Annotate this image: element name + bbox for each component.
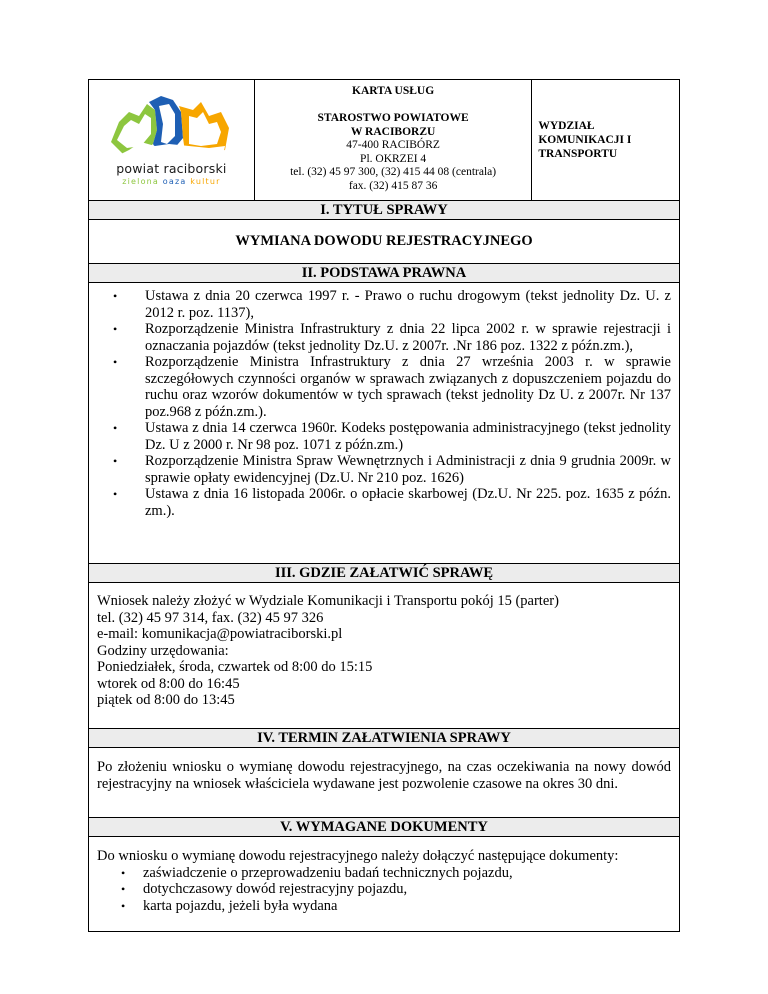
where-line: Godziny urzędowania: (97, 642, 229, 659)
office-street: Pl. OKRZEI 4 (360, 152, 427, 165)
list-item: • Ustawa z dnia 14 czerwca 1960r. Kodeks postępowania administracyjnego (tekst jednolity Dz. U z 2000 r. Nr 98 poz. 1071 z późn.zm.) (113, 420, 671, 453)
section-heading-legal-basis: II. PODSTAWA PRAWNA (88, 264, 680, 283)
list-item: • Rozporządzenie Ministra Infrastruktury z dnia 22 lipca 2002 r. w sprawie rejestracji i oznaczania pojazdów (tekst jednolity Dz.U. z 2007r. .Nr 186 poz. 1322 z późn.zm.), (113, 321, 671, 354)
list-item: • zaświadczenie o przeprowadzeniu badań technicznych pojazdu, (121, 865, 671, 882)
office-tel: tel. (32) 45 97 300, (32) 415 44 08 (centrala) (290, 166, 497, 179)
where-line: tel. (32) 45 97 314, fax. (32) 45 97 326 (97, 609, 324, 626)
office-city: W RACIBORZU (350, 125, 436, 138)
logo-cell (89, 80, 255, 201)
header-table (88, 79, 680, 201)
where-line: piątek od 8:00 do 13:45 (97, 692, 235, 708)
list-item: • dotychczasowy dowód rejestracyjny pojazdu, (121, 881, 671, 898)
section-heading-title: I. TYTUŁ SPRAWY (88, 201, 680, 220)
list-item: • Ustawa z dnia 16 listopada 2006r. o opłacie skarbowej (Dz.U. Nr 225. poz. 1635 z późn. zm.). (113, 486, 671, 519)
logo-name: powiat raciborski (116, 161, 227, 176)
logo-tagline: zielona oaza kultur (122, 177, 221, 186)
list-item: • Rozporządzenie Ministra Infrastruktury z dnia 27 września 2003 r. w sprawie szczegółowych czynności organów w sprawach związanych z dopuszczeniem pojazdu do ruchu oraz wzorów dokumentów w tych sprawach (tekst jednolity Dz U. z 2007r. Nr 137 poz.968 z późn.zm.). (113, 354, 671, 420)
case-title: WYMIANA DOWODU REJESTRACYJNEGO (88, 220, 680, 264)
where-line: Poniedziałek, środa, czwartek od 8:00 do 15:15 (97, 659, 373, 675)
where-box (88, 583, 680, 729)
office-info-cell (254, 80, 532, 201)
powiat-raciborski-logo-icon (109, 94, 233, 160)
legal-basis-list (113, 288, 671, 519)
card-title: KARTA USŁUG (352, 85, 435, 98)
legal-basis-box (88, 283, 680, 564)
where-line: wtorek od 8:00 do 16:45 (97, 675, 240, 692)
section-heading-where: III. GDZIE ZAŁATWIĆ SPRAWĘ (88, 564, 680, 583)
department-line: KOMUNIKACJI I (538, 134, 632, 146)
list-item: • Ustawa z dnia 20 czerwca 1997 r. - Prawo o ruchu drogowym (tekst jednolity Dz. U. z 2012 r. poz. 1137), (113, 288, 671, 321)
office-name: STAROSTWO POWIATOWE (317, 112, 469, 125)
list-item: • Rozporządzenie Ministra Spraw Wewnętrznych i Administracji z dnia 9 grudnia 2009r. w sprawie opłaty ewidencyjnej (Dz.U. Nr 210 poz. 1626) (113, 453, 671, 486)
documents-list (97, 865, 671, 915)
service-card (88, 79, 680, 932)
deadline-text: Po złożeniu wniosku o wymianę dowodu rejestracyjnego, na czas oczekiwania na nowy dowód rejestracyjny na wniosek właściciela wydawane jest pozwolenie czasowe na okres 30 dni. (88, 748, 680, 818)
department-line: WYDZIAŁ (538, 120, 595, 132)
section-heading-documents: V. WYMAGANE DOKUMENTY (88, 818, 680, 837)
list-item: • karta pojazdu, jeżeli była wydana (121, 898, 671, 915)
logo (89, 80, 254, 200)
email-line: e-mail: komunikacja@powiatraciborski.pl (97, 626, 343, 642)
documents-intro: Do wniosku o wymianę dowodu rejestracyjnego należy dołączyć następujące dokumenty: (97, 848, 619, 864)
department-cell (532, 80, 680, 201)
department-line: TRANSPORTU (538, 148, 618, 160)
office-postal: 47-400 RACIBÓRZ (346, 139, 440, 152)
section-heading-deadline: IV. TERMIN ZAŁATWIENIA SPRAWY (88, 729, 680, 748)
where-line: Wniosek należy złożyć w Wydziale Komunikacji i Transportu pokój 15 (parter) (97, 593, 559, 609)
documents-box (88, 837, 680, 932)
office-fax: fax. (32) 415 87 36 (348, 179, 438, 192)
